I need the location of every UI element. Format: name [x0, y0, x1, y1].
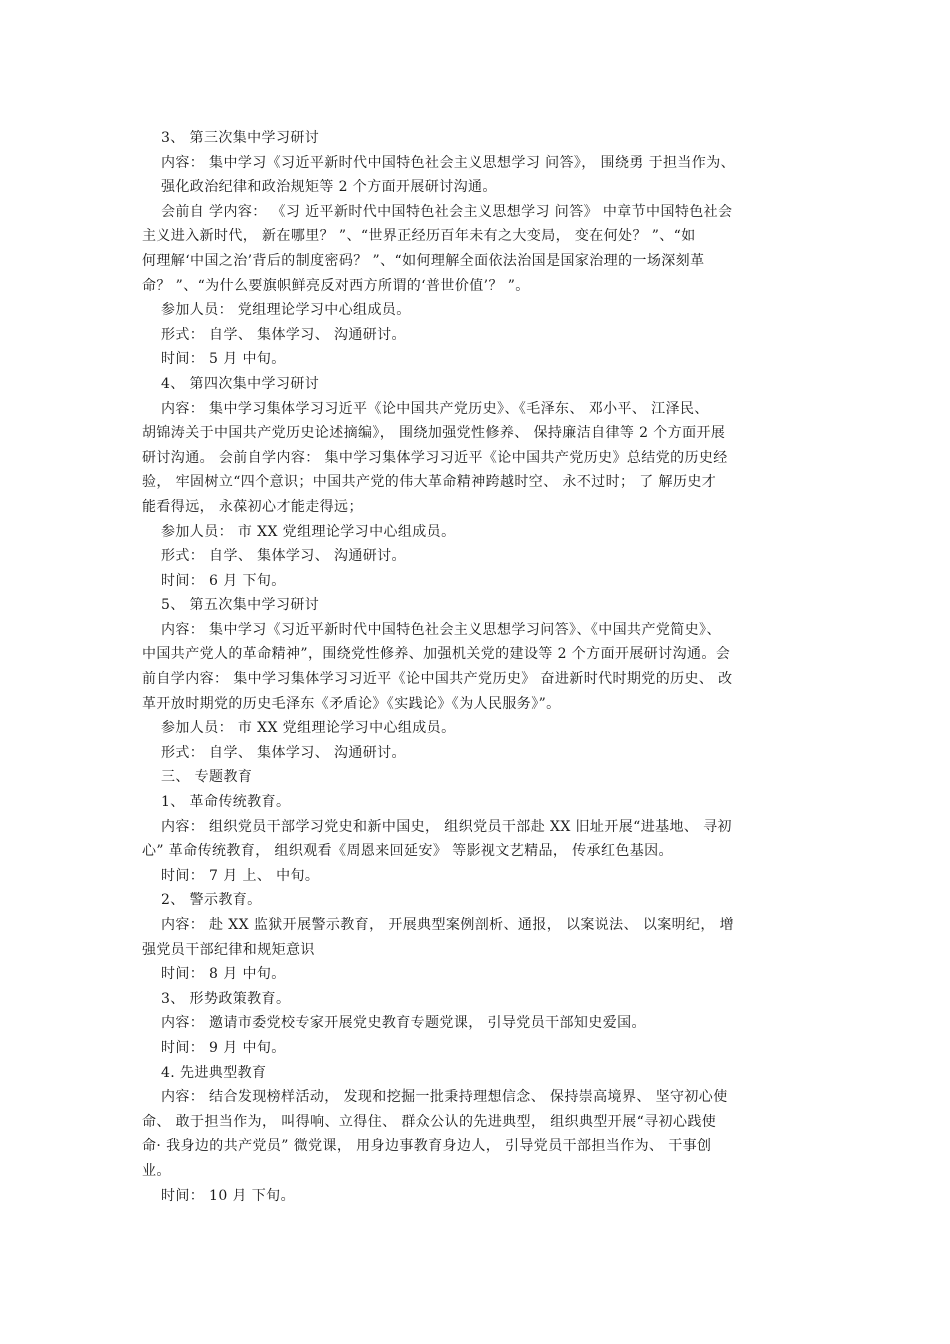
text-line: 业。	[142, 1162, 171, 1179]
text-line: 时间： 9 月 中旬。	[161, 1039, 286, 1056]
text-line: 胡锦涛关于中国共产党历史论述摘编》， 围绕加强党性修养、 保持廉洁自律等 2 个方面开展	[142, 425, 726, 442]
text-line: 主义进入新时代， 新在哪里？ ”、“世界正经历百年未有之大变局， 变在何处？ ”、“如	[142, 228, 696, 245]
document-body	[142, 126, 810, 1208]
text-line: 内容： 集中学习集体学习习近平《论中国共产党历史》、《毛泽东、 邓小平、 江泽民、	[161, 400, 709, 417]
text-line: 强化政治纪律和政治规矩等 2 个方面开展研讨沟通。	[161, 179, 497, 196]
text-line: 参加人员： 市 XX 党组理论学习中心组成员。	[161, 523, 456, 540]
text-line: 内容： 组织党员干部学习党史和新中国史， 组织党员干部赴 XX 旧址开展“进基地、 寻初	[161, 818, 732, 835]
text-line: 内容： 邀请市委党校专家开展党史教育专题党课， 引导党员干部知史爱国。	[161, 1015, 646, 1032]
text-line: 验， 牢固树立“四个意识；中国共产党的伟大革命精神跨越时空、 永不过时； 了 解历史才	[142, 474, 717, 491]
text-line: 3、 第三次集中学习研讨	[161, 130, 320, 146]
text-line: 会前自 学内容： 《习 近平新时代中国特色社会主义思想学习 问答》 中章节中国特色社会	[161, 203, 733, 220]
text-line: 4. 先进典型教育	[161, 1064, 267, 1081]
text-line: 内容： 集中学习《习近平新时代中国特色社会主义思想学习问答》、《中国共产党简史》、	[161, 621, 721, 638]
text-line: 三、 专题教育	[161, 769, 253, 786]
text-line: 能看得远， 永葆初心才能走得远；	[142, 498, 363, 515]
text-line: 命· 我身边的共产党员” 微党课， 用身边事教育身边人， 引导党员干部担当作为、 干事创	[142, 1138, 712, 1155]
text-line: 1、 革命传统教育。	[161, 794, 291, 811]
text-line: 前自学内容： 集中学习集体学习习近平《论中国共产党历史》 奋进新时代时期党的历史、 改	[142, 671, 733, 688]
text-line: 内容： 赴 XX 监狱开展警示教育， 开展典型案例剖析、通报， 以案说法、 以案明纪， 增	[161, 917, 735, 933]
text-line: 4、 第四次集中学习研讨	[161, 375, 320, 392]
text-line: 研讨沟通。 会前自学内容： 集中学习集体学习习近平《论中国共产党历史》总结党的历史经	[142, 449, 728, 466]
text-line: 时间： 6 月 下旬。	[161, 572, 286, 589]
text-line: 参加人员： 党组理论学习中心组成员。	[161, 302, 411, 319]
text-line: 革开放时期党的历史毛泽东《矛盾论》《实践论》《为人民服务》”。	[142, 695, 561, 712]
text-line: 时间： 8 月 中旬。	[161, 966, 286, 983]
text-line: 5、 第五次集中学习研讨	[161, 597, 320, 614]
text-line: 时间： 7 月 上、 中旬。	[161, 867, 320, 884]
text-line: 强党员干部纪律和规矩意识	[142, 941, 315, 958]
text-line: 形式： 自学、 集体学习、 沟通研讨。	[161, 744, 406, 761]
text-line: 2、 警示教育。	[161, 892, 262, 909]
text-line: 形式： 自学、 集体学习、 沟通研讨。	[161, 326, 406, 343]
text-line: 中国共产党人的革命精神”，围绕党性修养、加强机关党的建设等 2 个方面开展研讨沟通。会	[142, 646, 731, 663]
text-line: 命？ ”、“为什么要旗帜鲜亮反对西方所谓的‘普世价值’？ ”。	[142, 277, 530, 294]
text-line: 3、 形势政策教育。	[161, 990, 291, 1007]
text-line: 心” 革命传统教育， 组织观看《周恩来回延安》 等影视文艺精品， 传承红色基因。	[142, 843, 673, 860]
text-line: 参加人员： 市 XX 党组理论学习中心组成员。	[161, 720, 456, 737]
text-line: 内容： 结合发现榜样活动， 发现和挖掘一批秉持理想信念、 保持崇高境界、 坚守初心使	[161, 1089, 728, 1106]
text-line: 内容： 集中学习《习近平新时代中国特色社会主义思想学习 问答》， 围绕勇 于担当作为、	[161, 154, 735, 171]
text-line: 时间： 5 月 中旬。	[161, 351, 286, 368]
text-line: 命、 敢于担当作为， 叫得响、立得住、 群众公认的先进典型， 组织典型开展“寻初心践使	[142, 1113, 717, 1130]
text-line: 形式： 自学、 集体学习、 沟通研讨。	[161, 548, 406, 565]
text-line: 时间： 10 月 下旬。	[161, 1187, 295, 1204]
text-line: 何理解‘中国之治’背后的制度密码？ ”、“如何理解全面依法治国是国家治理的一场深刻革	[142, 252, 705, 269]
